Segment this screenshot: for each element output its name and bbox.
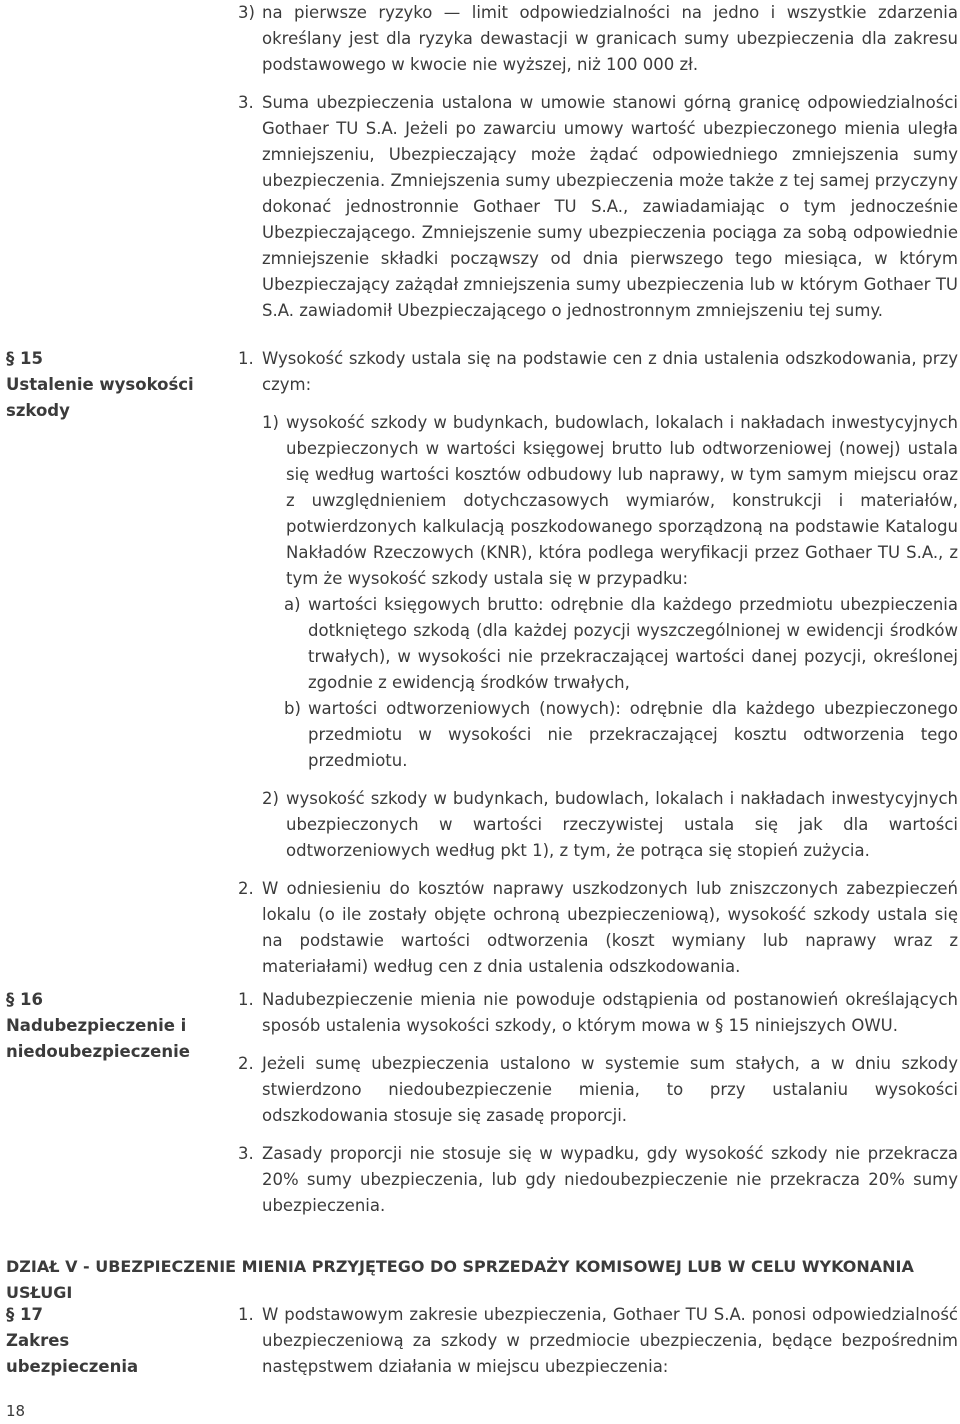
paragraph [238, 90, 958, 324]
section-number: § 17 [6, 1305, 43, 1324]
item-label: a) [284, 595, 301, 614]
section-15-body [238, 346, 958, 980]
paragraph [238, 1141, 958, 1219]
item-text: wartości odtworzeniowych (nowych): odrębnie dla każdego ubezpieczonego przedmiotu w wysokości nie przekraczającej kosztu odtworzenia tego przedmiotu. [308, 699, 958, 770]
paragraph [238, 876, 958, 980]
item-label: 2) [262, 789, 279, 808]
item-label: 3) [238, 3, 255, 22]
section-17-heading [6, 1302, 196, 1380]
paragraph-text: W odniesieniu do kosztów naprawy uszkodzonych lub zniszczonych zabezpieczeń lokalu (o ile zostały objęte ochroną ubezpieczeniową), wysokość szkody ustala się na podstawie wartości odtworzenia (koszt wymiany lub naprawy wraz z materiałami) według cen z dnia ustalenia odszkodowania. [262, 879, 958, 976]
previous-section-continuation [238, 0, 958, 324]
paragraph-list [238, 410, 958, 864]
item-text: na pierwsze ryzyko — limit odpowiedzialności na jedno i wszystkie zdarzenia określany jest dla ryzyka dewastacji w granicach sumy ubezpieczenia dla zakresu podstawowego w kwocie nie wyższej, niż 100 000 zł. [262, 3, 958, 74]
paragraph [238, 346, 958, 398]
section-title: Nadubezpieczenie i niedoubezpieczenie [6, 1016, 190, 1061]
section-number: § 16 [6, 990, 43, 1009]
chapter-heading: DZIAŁ V - UBEZPIECZENIE MIENIA PRZYJĘTEGO DO SPRZEDAŻY KOMISOWEJ LUB W CELU WYKONANIA USŁUGI [6, 1257, 914, 1302]
item-text: wartości księgowych brutto: odrębnie dla każdego przedmiotu ubezpieczenia dotkniętego szkodą (dla każdej pozycji wyszczególnionej w ewidencji środków trwałych), w wysokości nie przekraczającej wartości danej pozycji, określonej zgodnie z ewidencją środków trwałych, [308, 595, 958, 692]
section-16-body [238, 987, 958, 1219]
section-15-heading [6, 346, 196, 424]
paragraph-label: 2. [238, 1054, 254, 1073]
section-17-body [238, 1302, 958, 1380]
list-item [262, 786, 958, 864]
list-item [262, 592, 958, 696]
list-item [262, 696, 958, 774]
paragraph-text: Jeżeli sumę ubezpieczenia ustalono w systemie sum stałych, a w dniu szkody stwierdzono niedoubezpieczenie mienia, to przy ustalaniu wysokości odszkodowania stosuje się zasadę proporcji. [262, 1054, 958, 1125]
paragraph [238, 1302, 958, 1380]
paragraph-label: 2. [238, 879, 254, 898]
item-label: 1) [262, 413, 279, 432]
paragraph-label: 1. [238, 1305, 254, 1324]
paragraph-text: Zasady proporcji nie stosuje się w wypadku, gdy wysokość szkody nie przekracza 20% sumy ubezpieczenia, lub gdy niedoubezpieczenie nie przekracza 20% sumy ubezpieczenia. [262, 1144, 958, 1215]
list-item [238, 0, 958, 78]
page-number: 18 [6, 1402, 26, 1420]
item-label: b) [284, 699, 301, 718]
paragraph-label: 1. [238, 990, 254, 1009]
paragraph-label: 3. [238, 93, 254, 112]
paragraph-text: W podstawowym zakresie ubezpieczenia, Gothaer TU S.A. ponosi odpowiedzialność ubezpieczeniową za szkody w przedmiocie ubezpieczenia, będące bezpośrednim następstwem działania w miejscu ubezpieczenia: [262, 1305, 958, 1376]
section-number: § 15 [6, 349, 43, 368]
section-title: Ustalenie wysokości szkody [6, 375, 194, 420]
item-text: wysokość szkody w budynkach, budowlach, lokalach i nakładach inwestycyjnych ubezpieczonych w wartości rzeczywistej ustala się jak dla wartości odtworzeniowych według pkt 1), z tym, że potrąca się stopień zużycia. [286, 789, 958, 860]
section-16-heading [6, 987, 196, 1065]
paragraph-label: 1. [238, 349, 254, 368]
section-title: Zakres ubezpieczenia [6, 1331, 139, 1376]
list-item [262, 410, 958, 592]
paragraph-text: Suma ubezpieczenia ustalona w umowie stanowi górną granicę odpowiedzialności Gothaer TU S.A. Jeżeli po zawarciu umowy wartość ubezpieczonego mienia uległa zmniejszeniu, Ubezpieczający może żądać odpowiedniego zmniejszenia sumy ubezpieczenia. Zmniejszenia sumy ubezpieczenia może także z tej samej przyczyny dokonać jednostronnie Gothaer TU S.A., zawiadamiając o tym jednocześnie Ubezpieczającego. Zmniejszenie sumy ubezpieczenia pociąga za sobą odpowiednie zmniejszenie składki począwszy od dnia pierwszego tego miesiąca, w którym Ubezpieczający zażądał zmniejszenia sumy ubezpieczenia lub w którym Gothaer TU S.A. zawiadomił Ubezpieczającego o jednostronnym zmniejszeniu tej sumy. [262, 93, 958, 320]
paragraph [238, 987, 958, 1039]
paragraph-text: Wysokość szkody ustala się na podstawie cen z dnia ustalenia odszkodowania, przy czym: [262, 349, 958, 394]
item-text: wysokość szkody w budynkach, budowlach, lokalach i nakładach inwestycyjnych ubezpieczonych w wartości księgowej brutto lub odtworzeniowej (nowej) ustala się według wartości kosztów odbudowy lub naprawy, w tym samym miejscu oraz z uwzględnieniem dotychczasowych wymiarów, konstrukcji i materiałów, potwierdzonych kalkulacją poszkodowanego sporządzoną na podstawie Katalogu Nakładów Rzeczowych (KNR), która podlega weryfikacji przez Gothaer TU S.A., z tym że wysokość szkody ustala się w przypadku: [286, 413, 958, 588]
paragraph [238, 1051, 958, 1129]
paragraph-label: 3. [238, 1144, 254, 1163]
paragraph-text: Nadubezpieczenie mienia nie powoduje odstąpienia od postanowień określających sposób ustalenia wysokości szkody, o którym mowa w § 15 niniejszych OWU. [262, 990, 958, 1035]
